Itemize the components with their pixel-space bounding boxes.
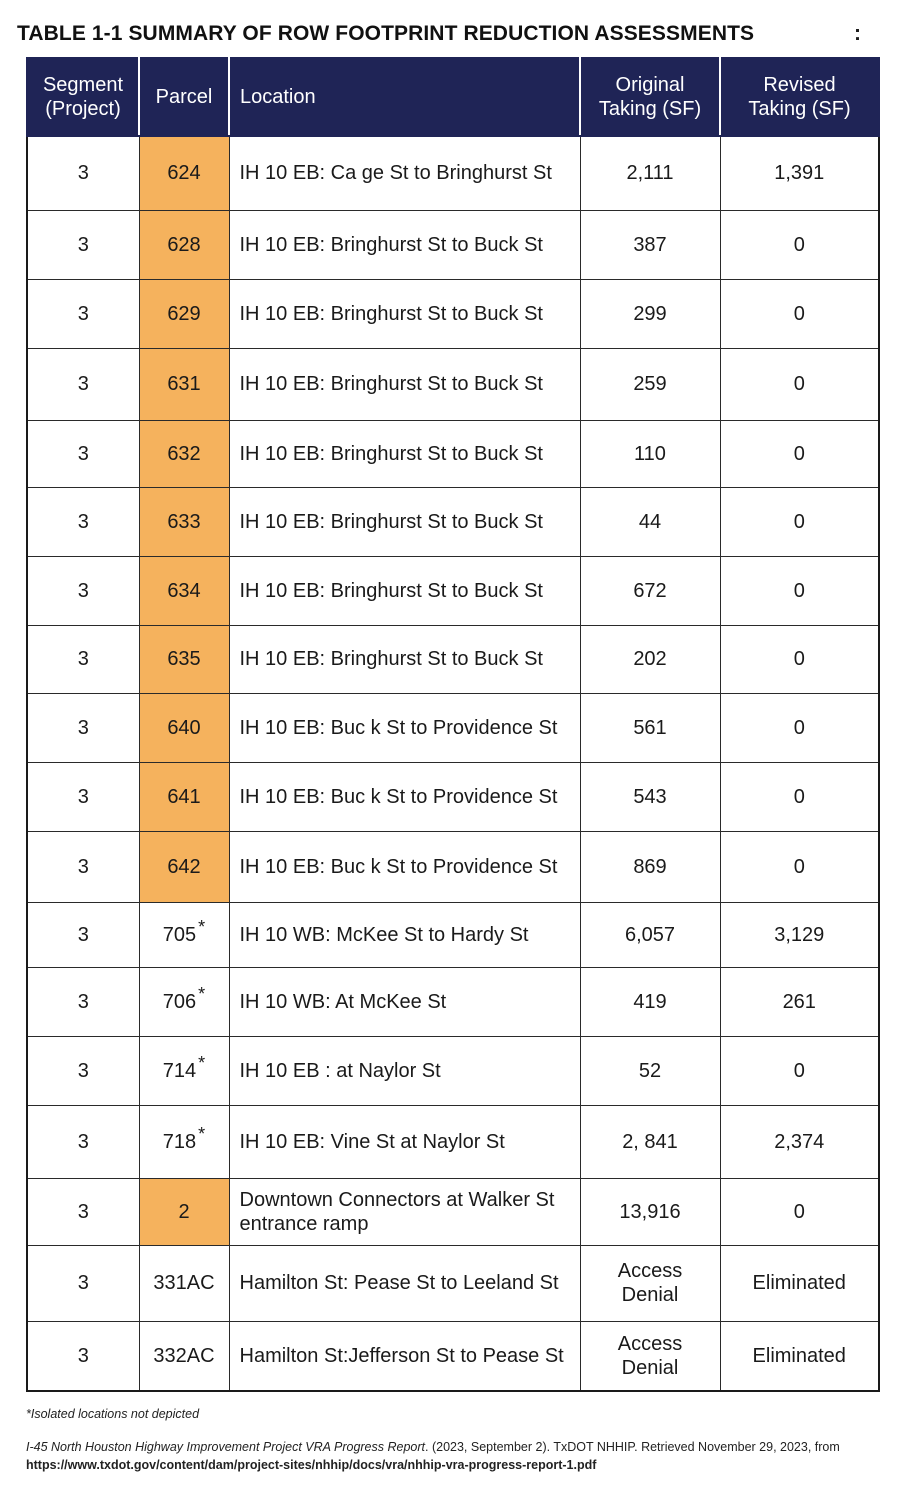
cell-segment: 3 <box>27 902 139 967</box>
cell-original-taking: 869 <box>580 831 720 902</box>
parcel-number: 632 <box>167 442 201 465</box>
parcel-number: 706 <box>162 990 197 1013</box>
header-revised-line2: Taking (SF) <box>748 98 851 120</box>
cell-revised-taking: 0 <box>720 420 879 487</box>
cell-segment: 3 <box>27 1321 139 1391</box>
parcel-number: 634 <box>167 579 201 602</box>
cell-revised-taking: 0 <box>720 693 879 762</box>
cell-revised-taking: 0 <box>720 625 879 693</box>
parcel-number: 624 <box>167 162 201 185</box>
parcel-number: 633 <box>167 510 201 533</box>
cell-revised-taking: 0 <box>720 556 879 625</box>
cell-location: IH 10 EB: Bringhurst St to Buck St <box>229 625 580 693</box>
table-row <box>27 487 879 556</box>
parcel-asterisk: * <box>198 1052 206 1073</box>
cell-original-taking: 110 <box>580 420 720 487</box>
header-original-line2: Taking (SF) <box>598 98 702 120</box>
cell-segment: 3 <box>27 210 139 279</box>
parcel-number: 705 <box>162 923 197 946</box>
header-segment-line1: Segment <box>42 74 124 96</box>
cell-parcel <box>139 1105 229 1178</box>
cell-revised-taking: 2,374 <box>720 1105 879 1178</box>
cell-location: IH 10 EB: Bringhurst St to Buck St <box>229 487 580 556</box>
table-row <box>27 625 879 693</box>
cell-revised-taking: 0 <box>720 762 879 831</box>
cell-original-taking: 52 <box>580 1036 720 1105</box>
cell-parcel <box>139 348 229 420</box>
table-row <box>27 420 879 487</box>
header-row <box>27 58 879 136</box>
cell-segment: 3 <box>27 487 139 556</box>
cell-location: IH 10 EB: Bringhurst St to Buck St <box>229 420 580 487</box>
cell-parcel <box>139 210 229 279</box>
title-suffix: : <box>854 22 861 45</box>
table-row <box>27 831 879 902</box>
cell-segment: 3 <box>27 625 139 693</box>
parcel-number: 640 <box>167 716 201 739</box>
cell-revised-taking: 3,129 <box>720 902 879 967</box>
cell-segment: 3 <box>27 1178 139 1245</box>
cell-segment: 3 <box>27 136 139 210</box>
cell-segment: 3 <box>27 831 139 902</box>
parcel-number: 718 <box>162 1130 197 1153</box>
parcel-asterisk: * <box>198 983 206 1004</box>
cell-parcel <box>139 279 229 348</box>
cell-parcel <box>139 831 229 902</box>
cell-location: IH 10 EB: Buc k St to Providence St <box>229 831 580 902</box>
cell-original-taking: 2,111 <box>580 136 720 210</box>
table-row <box>27 902 879 967</box>
table-row <box>27 279 879 348</box>
cell-location: IH 10 WB: At McKee St <box>229 967 580 1036</box>
citation-title: I-45 North Houston Highway Improvement Project VRA Progress Report <box>26 1440 426 1454</box>
cell-location: IH 10 EB: Buc k St to Providence St <box>229 762 580 831</box>
cell-revised-taking: 0 <box>720 1178 879 1245</box>
cell-segment: 3 <box>27 348 139 420</box>
header-segment <box>27 58 139 136</box>
cell-parcel <box>139 693 229 762</box>
cell-segment: 3 <box>27 762 139 831</box>
cell-location: IH 10 EB: Ca ge St to Bringhurst St <box>229 136 580 210</box>
table-body <box>27 136 879 1391</box>
table-row <box>27 1036 879 1105</box>
cell-original-taking: 202 <box>580 625 720 693</box>
table-row <box>27 762 879 831</box>
cell-original-taking: 543 <box>580 762 720 831</box>
cell-segment: 3 <box>27 556 139 625</box>
cell-parcel <box>139 136 229 210</box>
table-row <box>27 1178 879 1245</box>
cell-original-taking: 259 <box>580 348 720 420</box>
cell-parcel <box>139 902 229 967</box>
cell-location: IH 10 WB: McKee St to Hardy St <box>229 902 580 967</box>
cell-original-taking: 419 <box>580 967 720 1036</box>
cell-segment: 3 <box>27 1105 139 1178</box>
table-row <box>27 136 879 210</box>
cell-original-taking: 561 <box>580 693 720 762</box>
table-row <box>27 348 879 420</box>
cell-parcel <box>139 1245 229 1321</box>
header-revised-line1: Revised <box>763 74 836 96</box>
cell-parcel <box>139 1321 229 1391</box>
cell-original-taking: 672 <box>580 556 720 625</box>
cell-revised-taking: 0 <box>720 1036 879 1105</box>
table-row <box>27 967 879 1036</box>
cell-parcel <box>139 625 229 693</box>
cell-location: IH 10 EB : at Naylor St <box>229 1036 580 1105</box>
parcel-asterisk: * <box>198 1123 206 1144</box>
cell-location: Hamilton St: Pease St to Leeland St <box>229 1245 580 1321</box>
cell-location: IH 10 EB: Bringhurst St to Buck St <box>229 279 580 348</box>
cell-revised-taking: 1,391 <box>720 136 879 210</box>
cell-original-taking: Access Denial <box>580 1245 720 1321</box>
cell-parcel <box>139 420 229 487</box>
cell-revised-taking: 261 <box>720 967 879 1036</box>
cell-segment: 3 <box>27 693 139 762</box>
parcel-number: 641 <box>167 785 201 808</box>
cell-revised-taking: 0 <box>720 348 879 420</box>
source-citation <box>26 1438 886 1474</box>
parcel-number: 629 <box>167 302 201 325</box>
parcel-number: 331AC <box>153 1272 215 1294</box>
header-location: Location <box>229 58 580 136</box>
table-row <box>27 1245 879 1321</box>
parcel-number: 332AC <box>153 1344 215 1367</box>
cell-location: Downtown Connectors at Walker St entrance ramp <box>229 1178 580 1245</box>
footnote: *Isolated locations not depicted <box>26 1407 200 1421</box>
cell-revised-taking: 0 <box>720 831 879 902</box>
cell-location: Hamilton St:Jefferson St to Pease St <box>229 1321 580 1391</box>
cell-segment: 3 <box>27 279 139 348</box>
parcel-number: 631 <box>167 373 201 395</box>
table-row <box>27 693 879 762</box>
table-row <box>27 556 879 625</box>
cell-revised-taking: 0 <box>720 487 879 556</box>
cell-location: IH 10 EB: Vine St at Naylor St <box>229 1105 580 1178</box>
cell-original-taking: 299 <box>580 279 720 348</box>
header-segment-line2: (Project) <box>45 98 121 120</box>
parcel-number: 2 <box>178 1200 190 1223</box>
table-row <box>27 210 879 279</box>
header-parcel: Parcel <box>139 58 229 136</box>
cell-segment: 3 <box>27 1036 139 1105</box>
cell-original-taking: 6,057 <box>580 902 720 967</box>
parcel-asterisk: * <box>198 916 206 937</box>
cell-original-taking: 2, 841 <box>580 1105 720 1178</box>
cell-parcel <box>139 556 229 625</box>
citation-details: . (2023, September 2). TxDOT NHHIP. Retrieved November 29, 2023, from <box>425 1440 840 1454</box>
cell-location: IH 10 EB: Bringhurst St to Buck St <box>229 348 580 420</box>
cell-original-taking: 44 <box>580 487 720 556</box>
cell-segment: 3 <box>27 967 139 1036</box>
cell-parcel <box>139 1178 229 1245</box>
parcel-number: 628 <box>167 233 201 256</box>
table-row <box>27 1105 879 1178</box>
cell-revised-taking: Eliminated <box>720 1245 879 1321</box>
cell-segment: 3 <box>27 1245 139 1321</box>
header-original-taking <box>580 58 720 136</box>
cell-original-taking: 13,916 <box>580 1178 720 1245</box>
header-original-line1: Original <box>615 74 685 96</box>
cell-parcel <box>139 1036 229 1105</box>
cell-original-taking: Access Denial <box>580 1321 720 1391</box>
cell-location: IH 10 EB: Buc k St to Providence St <box>229 693 580 762</box>
table-row <box>27 1321 879 1391</box>
cell-location: IH 10 EB: Bringhurst St to Buck St <box>229 556 580 625</box>
cell-revised-taking: 0 <box>720 279 879 348</box>
parcel-number: 635 <box>167 648 201 670</box>
parcel-number: 714 <box>162 1059 197 1082</box>
cell-revised-taking: Eliminated <box>720 1321 879 1391</box>
header-revised-taking <box>720 58 879 136</box>
citation-url[interactable]: https://www.txdot.gov/content/dam/project-sites/nhhip/docs/vra/nhhip-vra-progress-report-1.pdf <box>26 1458 597 1472</box>
cell-parcel <box>139 487 229 556</box>
cell-parcel <box>139 967 229 1036</box>
cell-parcel <box>139 762 229 831</box>
parcel-number: 642 <box>167 855 201 878</box>
table-title: TABLE 1-1 SUMMARY OF ROW FOOTPRINT REDUCTION ASSESSMENTS <box>17 22 755 45</box>
row-reduction-table <box>26 57 880 1392</box>
table-title-row <box>17 22 867 50</box>
cell-location: IH 10 EB: Bringhurst St to Buck St <box>229 210 580 279</box>
cell-segment: 3 <box>27 420 139 487</box>
cell-revised-taking: 0 <box>720 210 879 279</box>
cell-original-taking: 387 <box>580 210 720 279</box>
